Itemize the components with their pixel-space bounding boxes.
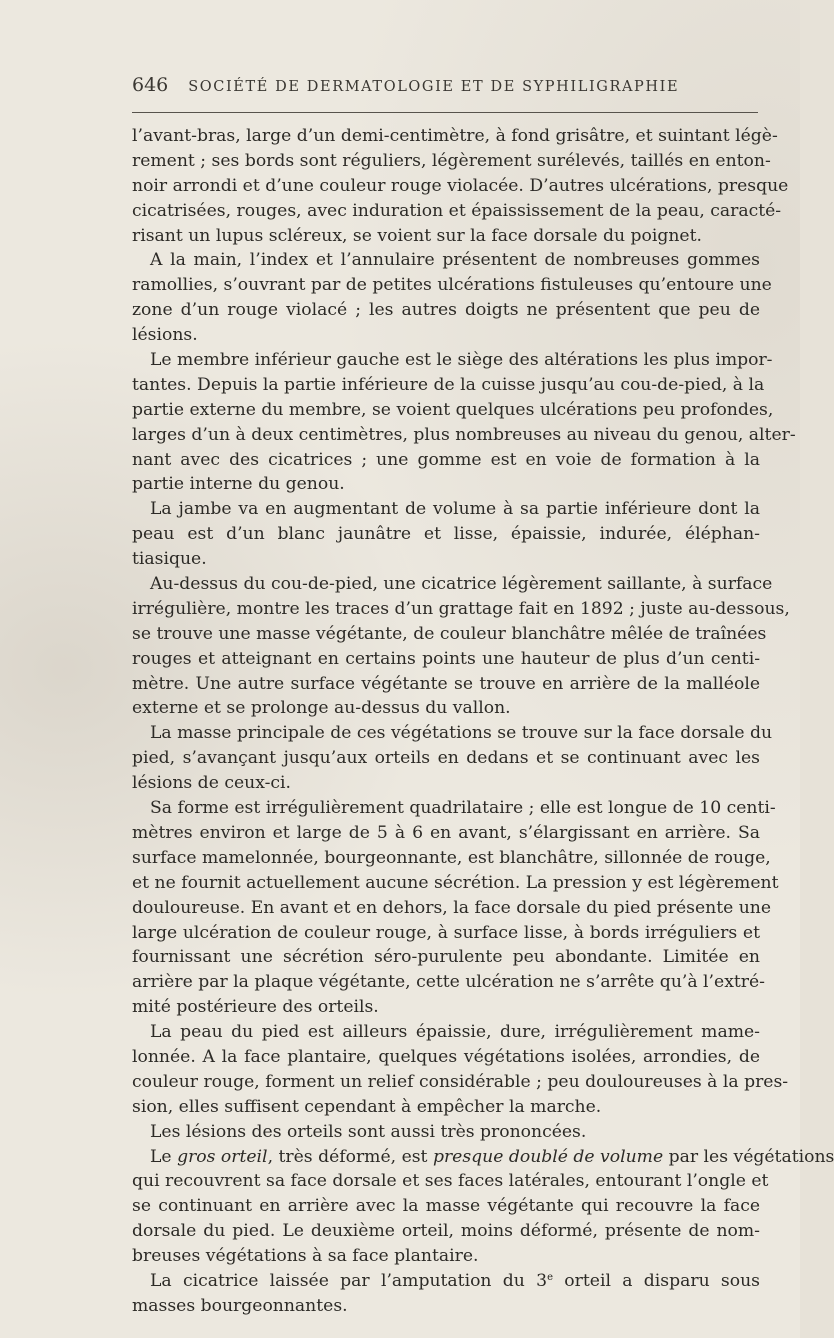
text-segment: orteil a disparu sous xyxy=(553,1270,760,1291)
text-line: et ne fournit actuellement aucune sécrétion. La pression y est légèrement xyxy=(132,872,779,893)
text-line: sion, elles suffisent cependant à empêcher la marche. xyxy=(132,1096,602,1117)
paragraph xyxy=(132,572,790,721)
text-line: lésions de ceux-ci. xyxy=(132,773,291,794)
paragraph xyxy=(132,348,796,497)
text-line: surface mamelonnée, bourgeonnante, est blanchâtre, sillonnée de rouge, xyxy=(132,847,771,868)
text-line: fournissant une sécrétion séro-purulente peu abondante. Limitée en xyxy=(132,947,760,968)
text-line: rement ; ses bords sont réguliers, légèrement surélevés, taillés en enton- xyxy=(132,150,771,171)
text-segment: Le xyxy=(150,1146,178,1167)
text-segment: par les végétations xyxy=(663,1146,834,1167)
text-line: rouges et atteignant en certains points une hauteur de plus d’un centi- xyxy=(132,648,760,669)
text-line: l’avant-bras, large d’un demi-centimètre, à fond grisâtre, et suintant légè- xyxy=(132,126,778,146)
text-line: masses bourgeonnantes. xyxy=(132,1295,348,1316)
text-line: A la main, l’index et l’annulaire présentent de nombreuses gommes xyxy=(150,250,760,271)
text-line: Sa forme est irrégulièrement quadrilataire ; elle est longue de 10 centi- xyxy=(150,798,776,819)
paragraph xyxy=(132,1269,760,1319)
body-text xyxy=(132,124,834,1319)
text-line: lonnée. A la face plantaire, quelques végétations isolées, arrondies, de xyxy=(132,1046,760,1067)
paragraph xyxy=(132,1120,760,1145)
paragraph xyxy=(132,796,779,1020)
text-line: irrégulière, montre les traces d’un grattage fait en 1892 ; juste au-dessous, xyxy=(132,598,790,619)
header-rule xyxy=(132,112,758,113)
paragraph xyxy=(132,1020,789,1120)
running-head: SOCIÉTÉ DE DERMATOLOGIE ET DE SYPHILIGRAPHIE xyxy=(188,79,680,95)
text-line: partie externe du membre, se voient quelques ulcérations peu profondes, xyxy=(132,399,774,420)
text-line: partie interne du genou. xyxy=(132,474,345,495)
text-line: larges d’un à deux centimètres, plus nombreuses au niveau du genou, alter- xyxy=(132,424,796,445)
text-line: qui recouvrent sa face dorsale et ses faces latérales, entourant l’ongle et xyxy=(132,1171,769,1192)
text-line: dorsale du pied. Le deuxième orteil, moins déformé, présente de nom- xyxy=(132,1221,760,1242)
paragraph xyxy=(132,721,773,796)
text-line: mètre. Une autre surface végétante se trouve en arrière de la malléole xyxy=(132,673,760,694)
text-line: La jambe va en augmentant de volume à sa partie inférieure dont la xyxy=(150,499,760,520)
text-line: se continuant en arrière avec la masse végétante qui recouvre la face xyxy=(132,1196,760,1217)
text-line: zone d’un rouge violacé ; les autres doigts ne présentent que peu de xyxy=(132,300,760,321)
text-line: couleur rouge, forment un relief considérable ; peu douloureuses à la pres- xyxy=(132,1071,789,1092)
text-line: tiasique. xyxy=(132,549,207,570)
text-line: nant avec des cicatrices ; une gomme est en voie de formation à la xyxy=(132,449,760,470)
paragraph xyxy=(132,248,772,348)
text-line: La masse principale de ces végétations se trouve sur la face dorsale du xyxy=(150,723,773,744)
text-line: tantes. Depuis la partie inférieure de la cuisse jusqu’au cou-de-pied, à la xyxy=(132,374,765,395)
text-line: se trouve une masse végétante, de couleur blanchâtre mêlée de traînées xyxy=(132,623,767,644)
text-line: mité postérieure des orteils. xyxy=(132,997,379,1018)
page-number: 646 xyxy=(132,74,169,96)
text-line: pied, s’avançant jusqu’aux orteils en dedans et se continuant avec les xyxy=(132,748,760,769)
text-line: La peau du pied est ailleurs épaissie, dure, irrégulièrement mame- xyxy=(150,1022,760,1043)
page-header xyxy=(132,74,762,104)
text-line: large ulcération de couleur rouge, à surface lisse, à bords irréguliers et xyxy=(132,922,760,943)
text-line: lésions. xyxy=(132,325,198,346)
paragraph xyxy=(132,1145,834,1269)
text-line: breuses végétations à sa face plantaire. xyxy=(132,1246,479,1267)
paragraph xyxy=(132,124,789,248)
text-line: cicatrisées, rouges, avec induration et épaississement de la peau, caracté- xyxy=(132,200,782,221)
italic-phrase: presque doublé de volume xyxy=(432,1146,664,1167)
superscript: e xyxy=(547,1271,554,1283)
text-line xyxy=(132,1269,760,1294)
text-line xyxy=(132,1145,834,1170)
text-line: Au-dessus du cou-de-pied, une cicatrice légèrement saillante, à surface xyxy=(150,574,773,595)
text-line: peau est d’un blanc jaunâtre et lisse, épaissie, indurée, éléphan- xyxy=(132,524,760,545)
text-segment: La cicatrice laissée par l’amputation du 3 xyxy=(150,1270,548,1291)
text-line: risant un lupus scléreux, se voient sur la face dorsale du poignet. xyxy=(132,225,702,246)
text-line: externe et se prolonge au-dessus du vallon. xyxy=(132,698,511,719)
paragraph xyxy=(132,497,760,572)
italic-term: gros orteil xyxy=(177,1146,268,1167)
text-segment: , très déformé, est xyxy=(267,1146,433,1167)
text-line: douloureuse. En avant et en dehors, la face dorsale du pied présente une xyxy=(132,897,772,918)
text-line: Les lésions des orteils sont aussi très prononcées. xyxy=(150,1121,587,1142)
text-line: noir arrondi et d’une couleur rouge violacée. D’autres ulcérations, presque xyxy=(132,175,789,196)
text-line: Le membre inférieur gauche est le siège des altérations les plus impor- xyxy=(150,350,773,371)
text-line: ramollies, s’ouvrant par de petites ulcérations fistuleuses qu’entoure une xyxy=(132,275,772,296)
text-line: arrière par la plaque végétante, cette ulcération ne s’arrête qu’à l’extré- xyxy=(132,972,765,993)
text-line: mètres environ et large de 5 à 6 en avant, s’élargissant en arrière. Sa xyxy=(132,822,760,843)
